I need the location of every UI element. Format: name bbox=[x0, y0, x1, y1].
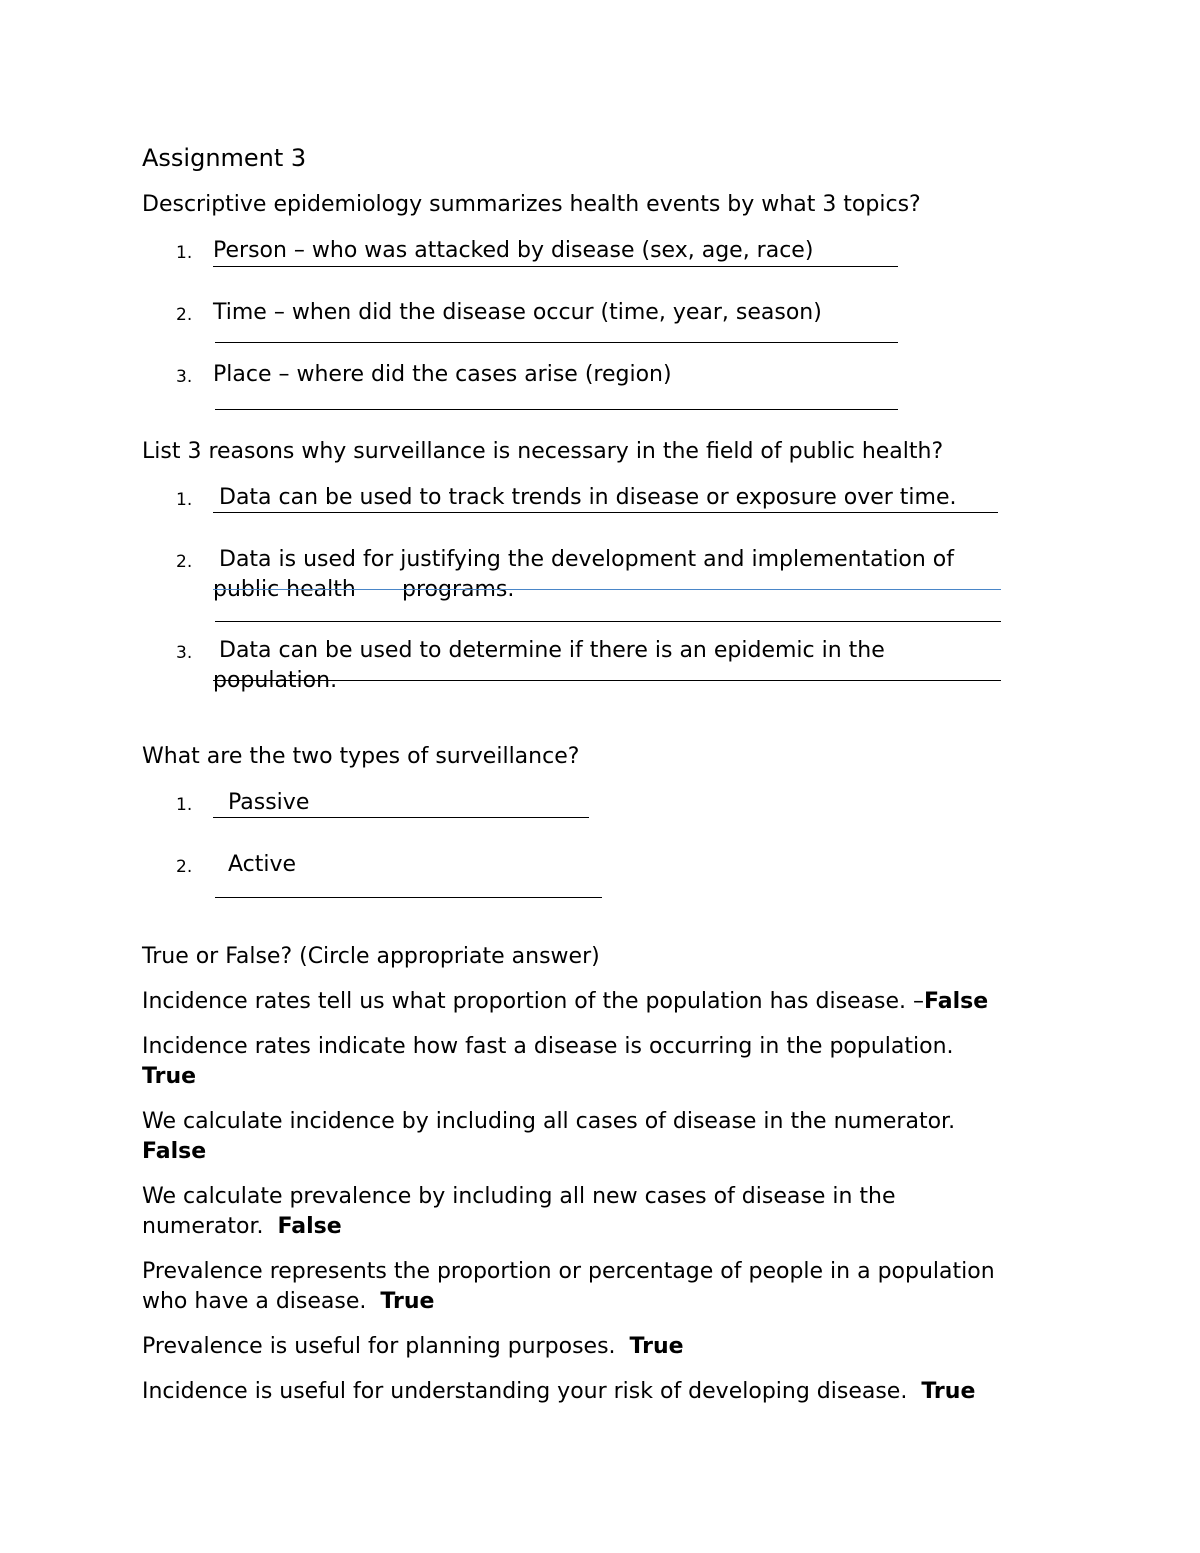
answer-population: population. bbox=[213, 668, 338, 693]
tf-statement-text: Prevalence is useful for planning purposes. bbox=[142, 1334, 616, 1359]
answer-underline bbox=[215, 621, 1001, 622]
answer-justify-programs: Data is used for justifying the development and implementation of bbox=[219, 547, 954, 572]
tf-statement-7 bbox=[142, 1378, 975, 1406]
page-title: Assignment 3 bbox=[142, 144, 307, 172]
answer-underline bbox=[213, 266, 898, 267]
list-number: 3. bbox=[176, 367, 193, 387]
answer-track-trends bbox=[219, 484, 957, 512]
answer-public-health: public health bbox=[213, 577, 356, 602]
tf-statement-3: We calculate incidence by including all cases of disease in the numerator. bbox=[142, 1109, 956, 1134]
tf-statement-5-cont bbox=[142, 1288, 434, 1316]
question-surveillance-types: What are the two types of surveillance? bbox=[142, 744, 580, 769]
answer-track-trends-text: Data can be used to track trends in disease or exposure over time bbox=[219, 485, 950, 510]
list-number: 2. bbox=[176, 305, 193, 325]
list-number: 2. bbox=[176, 857, 193, 877]
tf-answer: False bbox=[924, 989, 989, 1014]
tf-answer: False bbox=[142, 1139, 207, 1164]
answer-active: Active bbox=[228, 852, 297, 877]
answer-underline bbox=[215, 897, 602, 898]
list-number: 1. bbox=[176, 795, 193, 815]
list-number: 3. bbox=[176, 643, 193, 663]
answer-period: . bbox=[949, 485, 957, 510]
tf-statement-text: Incidence is useful for understanding your risk of developing disease. bbox=[142, 1379, 908, 1404]
answer-epidemic: Data can be used to determine if there is an epidemic in the bbox=[219, 638, 885, 663]
answer-person: Person – who was attacked by disease (sex, age, race) bbox=[213, 238, 814, 263]
tf-statement-2: Incidence rates indicate how fast a disease is occurring in the population. bbox=[142, 1034, 954, 1059]
tf-statement-5: Prevalence represents the proportion or percentage of people in a population bbox=[142, 1259, 995, 1284]
tf-answer: False bbox=[277, 1214, 342, 1239]
answer-underline bbox=[213, 680, 1001, 681]
tf-statement-text: who have a disease. bbox=[142, 1289, 367, 1314]
tf-statement-text: numerator. bbox=[142, 1214, 264, 1239]
list-number: 1. bbox=[176, 243, 193, 263]
list-number: 1. bbox=[176, 490, 193, 510]
tf-answer: True bbox=[142, 1064, 197, 1089]
tf-statement-text: Incidence rates tell us what proportion of the population has disease. – bbox=[142, 989, 925, 1014]
tf-statement-4-cont bbox=[142, 1213, 342, 1241]
question-descriptive-epidemiology: Descriptive epidemiology summarizes health events by what 3 topics? bbox=[142, 192, 921, 217]
tf-answer: True bbox=[629, 1334, 684, 1359]
question-surveillance-reasons: List 3 reasons why surveillance is necessary in the field of public health? bbox=[142, 439, 944, 464]
answer-place: Place – where did the cases arise (region) bbox=[213, 362, 672, 387]
answer-underline bbox=[215, 409, 898, 410]
answer-underline bbox=[213, 512, 998, 513]
answer-passive: Passive bbox=[228, 790, 310, 815]
true-false-heading: True or False? (Circle appropriate answer) bbox=[142, 944, 600, 969]
answer-underline-blue bbox=[213, 589, 1001, 590]
answer-time: Time – when did the disease occur (time, year, season) bbox=[213, 300, 822, 325]
list-number: 2. bbox=[176, 552, 193, 572]
tf-answer: True bbox=[380, 1289, 435, 1314]
answer-underline bbox=[215, 342, 898, 343]
tf-statement-4: We calculate prevalence by including all new cases of disease in the bbox=[142, 1184, 896, 1209]
tf-statement-6 bbox=[142, 1333, 684, 1361]
tf-answer: True bbox=[921, 1379, 976, 1404]
answer-programs: programs. bbox=[402, 577, 515, 602]
tf-statement-1 bbox=[142, 988, 988, 1016]
answer-underline bbox=[213, 817, 589, 818]
